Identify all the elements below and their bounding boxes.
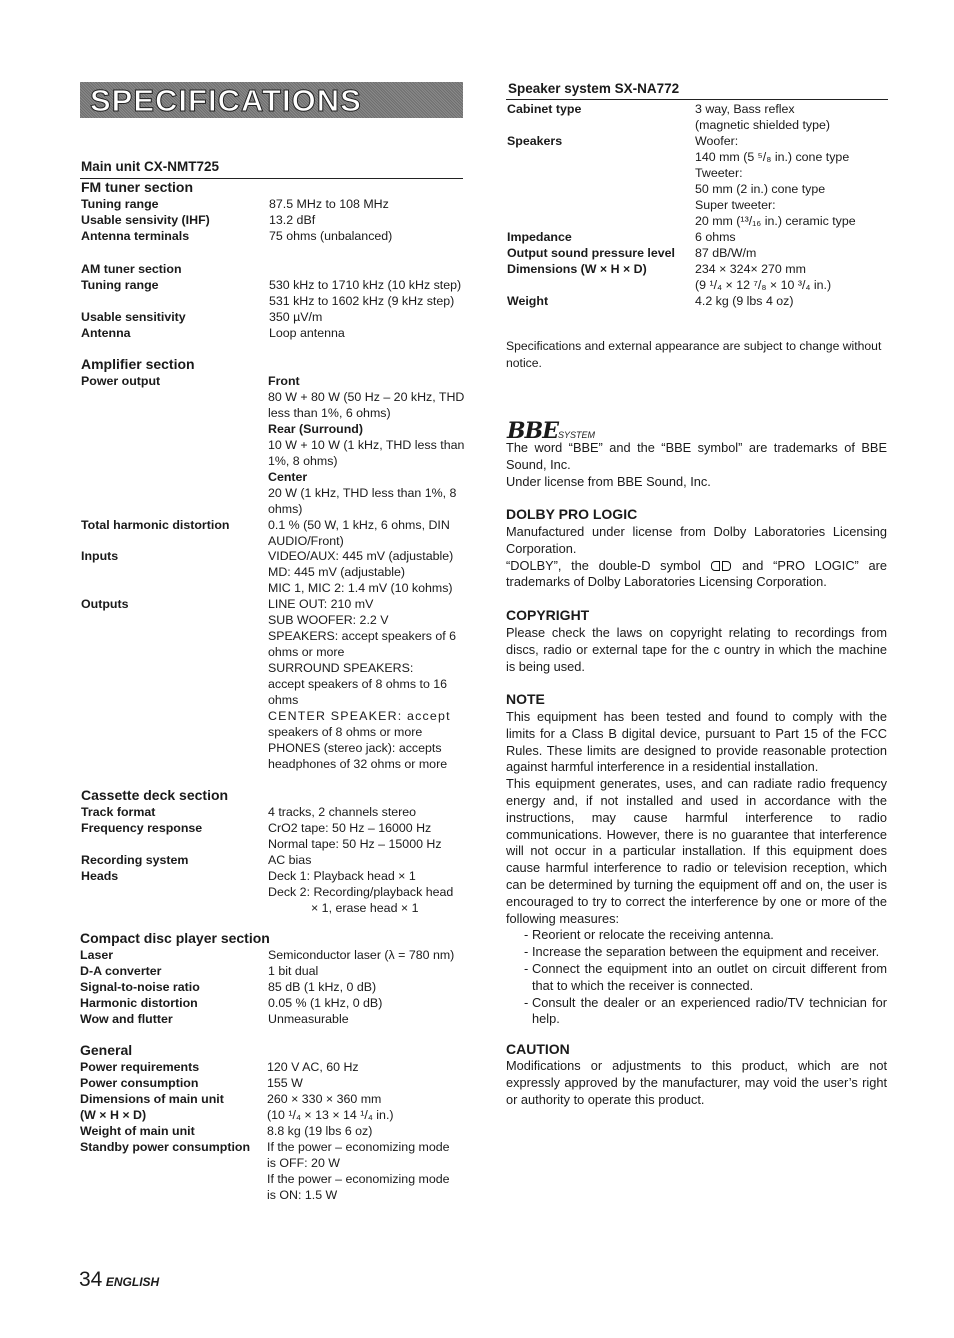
inputs-label: Inputs [81,549,119,563]
spec-value: Center [268,470,308,484]
spec-value: 530 kHz to 1710 kHz (10 kHz step) [269,278,462,292]
spec-value: Normal tape: 50 Hz – 15000 Hz [268,837,442,851]
spec-value: × 1, erase head × 1 [311,901,419,915]
spec-label [507,181,675,197]
spec-value: AC bias [268,853,312,867]
spec-label: Output sound pressure level [507,246,675,260]
spec-value: 1%, 8 ohms) [268,454,338,468]
spec-value: speakers of 8 ohms or more [268,725,423,739]
double-d-icon [710,558,732,573]
spec-label [507,197,675,213]
spec-value: (9 ¹/₄ × 12 ⁷/₈ × 10 ³/₄ in.) [695,278,832,292]
dolby-p2 [506,558,887,592]
cd-values [268,947,454,1027]
caution-text: Modifications or adjustments to this product, which are not expressly approved by the manufacturer, may void the user’s right or authority to operate this product. [506,1058,887,1107]
fm-labels [81,196,210,244]
general-labels [80,1059,250,1155]
speaker-system-title: Speaker system SX-NA772 [508,81,680,96]
spec-value: VIDEO/AUX: 445 mV (adjustable) [268,549,454,563]
spec-value: ohms [268,693,299,707]
note-p1: This equipment has been tested and found to comply with the limits for a Class B digital device, pursuant to Part 15 of the FCC Rules. These limits are designed to provide reasonable protection against harmful interference in a residential installation. [506,709,887,775]
spec-label: Tuning range [81,278,159,292]
spec-value: is ON: 1.5 W [267,1188,338,1202]
cd-labels [80,947,200,1027]
spec-value: SUB WOOFER: 2.2 V [268,613,389,627]
spec-value: Deck 2: Recording/playback head [268,885,454,899]
spec-label: D-A converter [80,964,162,978]
spec-value: MIC 1, MIC 2: 1.4 mV (10 kohms) [268,581,453,595]
list-item: - Consult the dealer or an experienced radio/TV technician for help. [524,994,887,1027]
spec-label [507,165,675,181]
spec-value: PHONES (stereo jack): accepts [268,741,442,755]
spec-label: Track format [81,805,156,819]
cassette-labels [81,804,202,884]
spec-value: 75 ohms (unbalanced) [269,229,393,243]
note-p2: This equipment generates, uses, and can radiate radio frequency energy and, if not installed and used in accordance with the instructions, may cause harmful interference to radio communications. However, there is no guarantee that interference will not occur in a particular installation. If this equipment does cause harmful interference to radio or television reception, which can be determined by turning the equipment off and on, the user is encouraged to try to correct the interference by one or more of the following measures: [506,776,887,926]
amplifier-section-title: Amplifier section [81,356,195,372]
change-notice: Specifications and external appearance are subject to change without notice. [506,339,882,370]
spec-value: Unmeasurable [268,1012,349,1026]
spec-value: 234 × 324× 270 mm [695,262,806,276]
spec-label: Wow and flutter [80,1012,173,1026]
spec-value: 4.2 kg (9 lbs 4 oz) [695,294,794,308]
cassette-values [268,804,453,916]
fm-section-title: FM tuner section [81,179,194,195]
spec-label: Speakers [507,134,563,148]
spec-value: headphones of 32 ohms or more [268,757,448,771]
main-unit-title: Main unit CX-NMT725 [81,159,220,174]
spec-label: Power requirements [80,1060,200,1074]
am-section-title: AM tuner section [81,262,182,276]
spec-value: 20 W (1 kHz, THD less than 1%, 8 [268,486,457,500]
speaker-values [695,101,856,309]
spec-value: Super tweeter: [695,198,776,212]
spec-value: ohms or more [268,645,345,659]
spec-value: 531 kHz to 1602 kHz (9 kHz step) [269,294,455,308]
spec-label: Usable sensitivity [81,310,186,324]
spec-label: Dimensions (W × H × D) [507,262,647,276]
copyright-title: COPYRIGHT [506,607,590,623]
dolby-p2-b: and “PRO LOGIC” are trademarks of Dolby Laboratories Licensing Corporation. [506,557,887,590]
spec-label: Dimensions of main unit [80,1092,224,1106]
spec-value: is OFF: 20 W [267,1156,340,1170]
outputs-label: Outputs [81,597,129,611]
am-labels [81,277,186,341]
spec-label: Power consumption [80,1076,199,1090]
spec-value: 13.2 dBf [269,213,316,227]
spec-value: Deck 1: Playback head × 1 [268,869,416,883]
language-label: ENGLISH [105,1275,160,1289]
am-values [269,277,461,341]
spec-value: 1 bit dual [268,964,319,978]
bbe-logo-sub: SYSTEM [557,430,595,440]
spec-label [507,277,675,293]
spec-label: Frequency response [81,821,203,835]
spec-label: Impedance [507,230,572,244]
spec-value: 155 W [267,1076,303,1090]
spec-label [507,213,675,229]
power-output-label: Power output [81,374,161,388]
spec-value: Rear (Surround) [268,422,363,436]
banner-title: SPECIFICATIONS [90,83,362,118]
list-item: - Reorient or relocate the receiving antenna. [524,927,774,943]
spec-value: Woofer: [695,134,739,148]
speaker-labels [507,101,675,309]
spec-value: 260 × 330 × 360 mm [267,1092,382,1106]
spec-value: 6 ohms [695,230,736,244]
spec-value: 8.8 kg (19 lbs 6 oz) [267,1124,373,1138]
page-footer [79,1268,159,1292]
list-item: - Connect the equipment into an outlet on circuit different from that to which the receiver is connected. [524,960,887,993]
thd-label: Total harmonic distortion [81,518,230,532]
spec-value: If the power – economizing mode [267,1172,450,1186]
speaker-rule [506,99,888,100]
spec-value: CrO2 tape: 50 Hz – 16000 Hz [268,821,432,835]
spec-label: Cabinet type [507,102,582,116]
thd-values [268,517,450,549]
spec-value: LINE OUT: 210 mV [268,597,374,611]
page-number: 34 [79,1268,103,1291]
spec-value: (magnetic shielded type) [695,118,830,132]
list-item: - Increase the separation between the equipment and receiver. [524,944,880,960]
spec-label: Weight [507,294,549,308]
spec-label: Harmonic distortion [80,996,198,1010]
spec-label: Recording system [81,853,189,867]
bbe-line: The word “BBE” and the “BBE symbol” are trademarks of BBE Sound, Inc. [506,440,887,472]
spec-value: 0.1 % (50 W, 1 kHz, 6 ohms, DIN [268,518,450,532]
general-values [267,1059,450,1203]
spec-label: Laser [80,948,114,962]
spec-value: AUDIO/Front) [268,534,344,548]
spec-value: MD: 445 mV (adjustable) [268,565,406,579]
spec-value: CENTER SPEAKER: accept [268,709,451,723]
spec-value: ohms) [268,502,303,516]
bbe-logo-text: BBE [507,418,558,444]
spec-value: accept speakers of 8 ohms to 16 [268,677,448,691]
spec-value: If the power – economizing mode [267,1140,450,1154]
general-section-title: General [80,1042,133,1058]
cd-section-title: Compact disc player section [80,930,270,946]
spec-label [81,836,202,852]
bbe-text [506,440,887,490]
power-output-values [268,373,464,517]
specifications-banner [80,82,463,118]
spec-value: Semiconductor laser (λ = 780 nm) [268,948,455,962]
dolby-p2-a: “DOLBY”, the double-D symbol [506,557,701,573]
spec-label [507,149,675,165]
spec-value: 350 µV/m [269,310,323,324]
note-bullets [506,927,887,1028]
spec-value: SURROUND SPEAKERS: [268,661,414,675]
spec-label [81,293,186,309]
copyright-text: Please check the laws on copyright relating to recordings from discs, radio or external tape for the c ountry in which the machine is being used. [506,625,887,674]
spec-value: 85 dB (1 kHz, 0 dB) [268,980,377,994]
spec-label: Weight of main unit [80,1124,195,1138]
caution-title: CAUTION [506,1041,570,1057]
cassette-section-title: Cassette deck section [81,787,229,803]
spec-label: Signal-to-noise ratio [80,980,200,994]
spec-value: SPEAKERS: accept speakers of 6 [268,629,457,643]
note-text [506,709,887,1028]
note-title: NOTE [506,691,545,707]
spec-value: 4 tracks, 2 channels stereo [268,805,417,819]
dolby-title: DOLBY PRO LOGIC [506,506,638,522]
spec-value: Front [268,374,300,388]
spec-value: 20 mm (¹³/₁₆ in.) ceramic type [695,214,856,228]
spec-value: 120 V AC, 60 Hz [267,1060,359,1074]
spec-value: 87 dB/W/m [695,246,757,260]
spec-value: Tweeter: [695,166,743,180]
outputs-values [268,596,456,772]
spec-label: Antenna terminals [81,229,190,243]
spec-value: 10 W + 10 W (1 kHz, THD less than [268,438,465,452]
spec-value: less than 1%, 6 ohms) [268,406,391,420]
spec-value: Loop antenna [269,326,345,340]
spec-label [507,117,675,133]
dolby-text [506,524,887,591]
spec-label: (W × H × D) [80,1108,147,1122]
spec-value: 80 W + 80 W (50 Hz – 20 kHz, THD [268,390,465,404]
spec-label: Standby power consumption [80,1140,251,1154]
spec-value: 0.05 % (1 kHz, 0 dB) [268,996,383,1010]
spec-value: 87.5 MHz to 108 MHz [269,197,389,211]
spec-label: Antenna [81,326,131,340]
spec-value: 50 mm (2 in.) cone type [695,182,826,196]
spec-value: 140 mm (5 ⁵/₈ in.) cone type [695,150,850,164]
spec-label: Tuning range [81,197,159,211]
inputs-values [268,548,453,596]
spec-label: Heads [81,869,119,883]
fm-values [269,196,392,244]
spec-label: Usable sensivity (IHF) [81,213,210,227]
dolby-p1: Manufactured under license from Dolby Laboratories Licensing Corporation. [506,524,887,556]
spec-value: 3 way, Bass reflex [695,102,795,116]
spec-value: (10 ¹/₄ × 13 × 14 ¹/₄ in.) [267,1108,394,1122]
bbe-line: Under license from BBE Sound, Inc. [506,473,711,489]
